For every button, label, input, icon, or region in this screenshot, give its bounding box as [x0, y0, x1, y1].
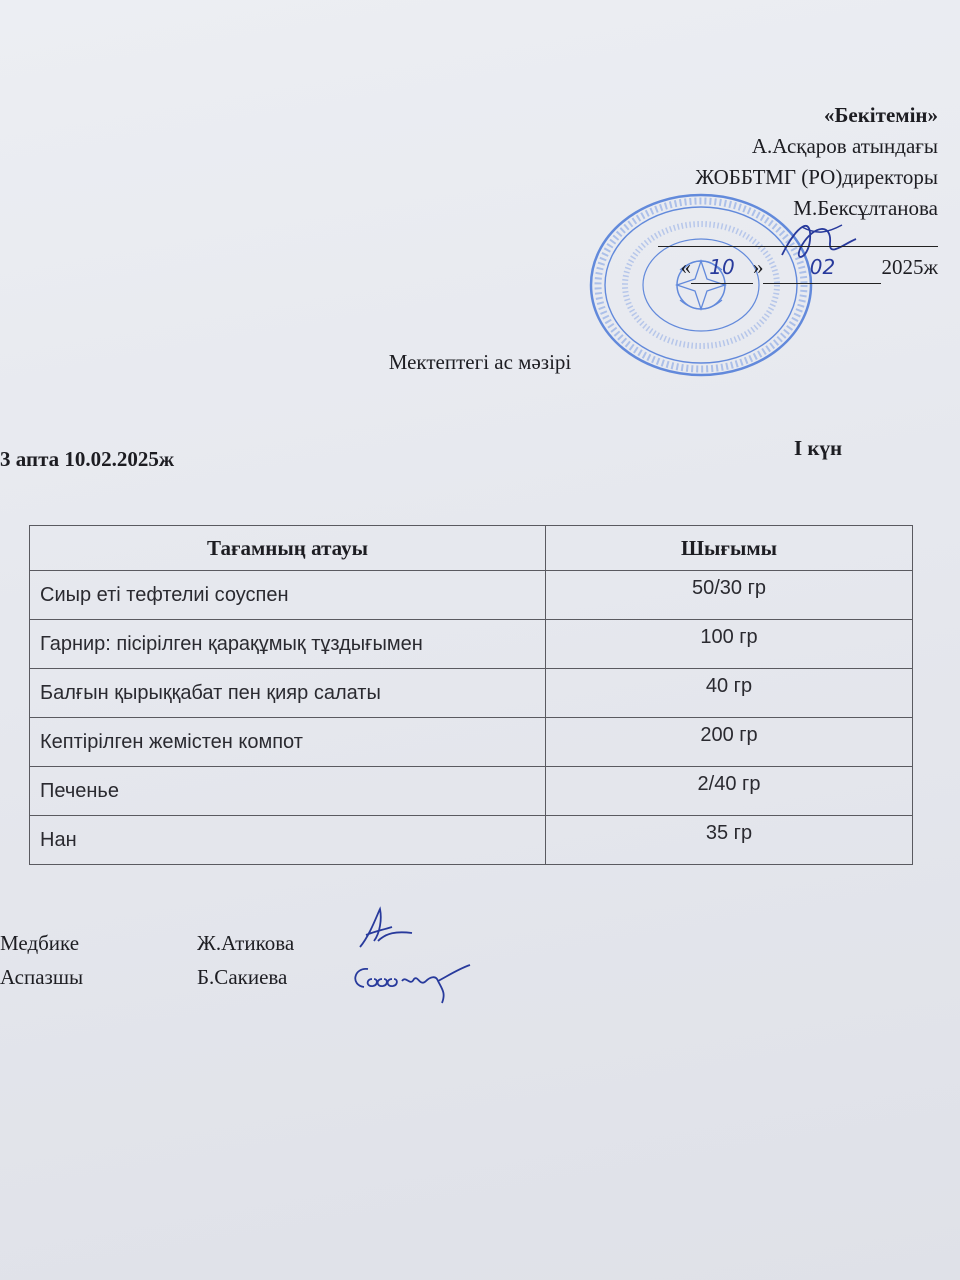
date-open-quote: « [680, 255, 691, 279]
dish-name: Нан [30, 816, 546, 865]
dish-name: Гарнир: пісірілген қарақұмық тұздығымен [30, 620, 546, 669]
staff-person: Ж.Атикова [197, 931, 295, 955]
dish-portion: 2/40 гр [546, 767, 913, 816]
approval-heading: «Бекітемін» [823, 103, 938, 127]
dish-portion: 200 гр [546, 718, 913, 767]
table-row [30, 718, 913, 767]
table-row [30, 816, 913, 865]
table-row [30, 767, 913, 816]
dish-portion: 40 гр [546, 669, 913, 718]
date-close-quote: » [752, 255, 764, 279]
dish-name: Сиыр еті тефтелиі соуспен [30, 571, 546, 620]
nurse-signature [352, 905, 422, 955]
approval-block [695, 100, 938, 224]
dish-portion: 100 гр [546, 620, 913, 669]
date-day: 10 [691, 252, 753, 284]
table-row [30, 571, 913, 620]
menu-table [29, 525, 913, 865]
table-row [30, 620, 913, 669]
table-row [30, 669, 913, 718]
approval-line-2: ЖОББТМГ (РО)директоры [695, 165, 938, 189]
dish-portion: 35 гр [546, 816, 913, 865]
dish-portion: 50/30 гр [546, 571, 913, 620]
date-year: 2025ж [881, 255, 938, 279]
dish-name: Кептірілген жемістен компот [30, 718, 546, 767]
dish-name: Балғын қырыққабат пен қияр салаты [30, 669, 546, 718]
staff-role: Медбике [0, 931, 80, 955]
dish-name: Печенье [30, 767, 546, 816]
table-header-row [30, 526, 913, 571]
approval-line-3: М.Бексұлтанова [793, 196, 938, 220]
staff-person: Б.Сакиева [197, 965, 288, 989]
week-date: 3 апта 10.02.2025ж [0, 447, 175, 471]
cook-signature [346, 955, 476, 1010]
header-dish-name: Тағамның атауы [30, 526, 546, 571]
day-label: І күн [794, 436, 843, 460]
signature-line [658, 246, 938, 247]
approval-line-1: А.Асқаров атындағы [751, 134, 938, 158]
staff-role: Аспазшы [0, 965, 84, 989]
document-title: Мектептегі ас мәзірі [388, 350, 572, 374]
date-month: 02 [763, 252, 881, 284]
header-portion: Шығымы [546, 526, 913, 571]
approval-date [680, 252, 938, 284]
